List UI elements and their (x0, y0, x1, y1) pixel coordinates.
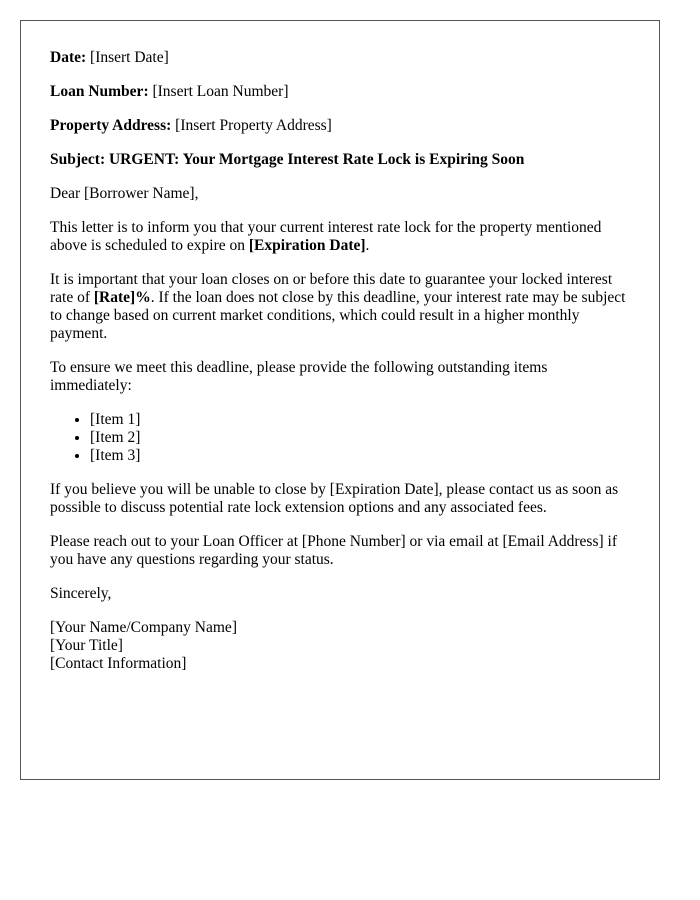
paragraph-expiration (50, 219, 630, 255)
loan-number-value: [Insert Loan Number] (152, 83, 289, 100)
paragraph-items-intro: To ensure we meet this deadline, please provide the following outstanding items immediately: (50, 359, 548, 394)
signature-contact: [Contact Information] (50, 655, 187, 672)
loan-number-label: Loan Number: (50, 83, 149, 100)
list-item: • [Item 3] (90, 447, 630, 465)
list-item: • [Item 1] (90, 411, 630, 429)
list-item: • [Item 2] (90, 429, 630, 447)
paragraph-rate (50, 271, 630, 343)
property-address-label: Property Address: (50, 117, 172, 134)
signature-block (50, 619, 630, 673)
property-address-value: [Insert Property Address] (175, 117, 332, 134)
subject-line: Subject: URGENT: Your Mortgage Interest Rate Lock is Expiring Soon (50, 151, 525, 168)
signature-title: [Your Title] (50, 637, 123, 654)
paragraph-expiration-end: . (365, 237, 370, 254)
outstanding-items-list (50, 411, 630, 465)
paragraph-contact: Please reach out to your Loan Officer at [Phone Number] or via email at [Email Address] if you have any questions regarding your status. (50, 533, 617, 568)
paragraph-rate-text: It is important that your loan closes on or before this date to guarantee your locked interest rate of (50, 271, 613, 306)
date-line (50, 49, 630, 67)
signature-name: [Your Name/Company Name] (50, 619, 237, 636)
loan-number-line (50, 83, 630, 101)
date-value: [Insert Date] (90, 49, 169, 66)
expiration-date-placeholder: [Expiration Date] (248, 237, 366, 254)
signoff: Sincerely, (50, 585, 112, 602)
rate-placeholder: [Rate]% (93, 289, 151, 306)
date-label: Date: (50, 49, 87, 66)
paragraph-rate-end: . If the loan does not close by this deadline, your interest rate may be subject to change based on current market conditions, which could result in a higher monthly payment. (50, 289, 626, 342)
paragraph-extension: If you believe you will be unable to close by [Expiration Date], please contact us as soon as possible to discuss potential rate lock extension options and any associated fees. (50, 481, 619, 516)
letter-page (20, 20, 660, 780)
property-address-line (50, 117, 630, 135)
greeting: Dear [Borrower Name], (50, 185, 199, 202)
paragraph-expiration-text: This letter is to inform you that your current interest rate lock for the property mentioned above is scheduled to expire on (50, 219, 602, 254)
